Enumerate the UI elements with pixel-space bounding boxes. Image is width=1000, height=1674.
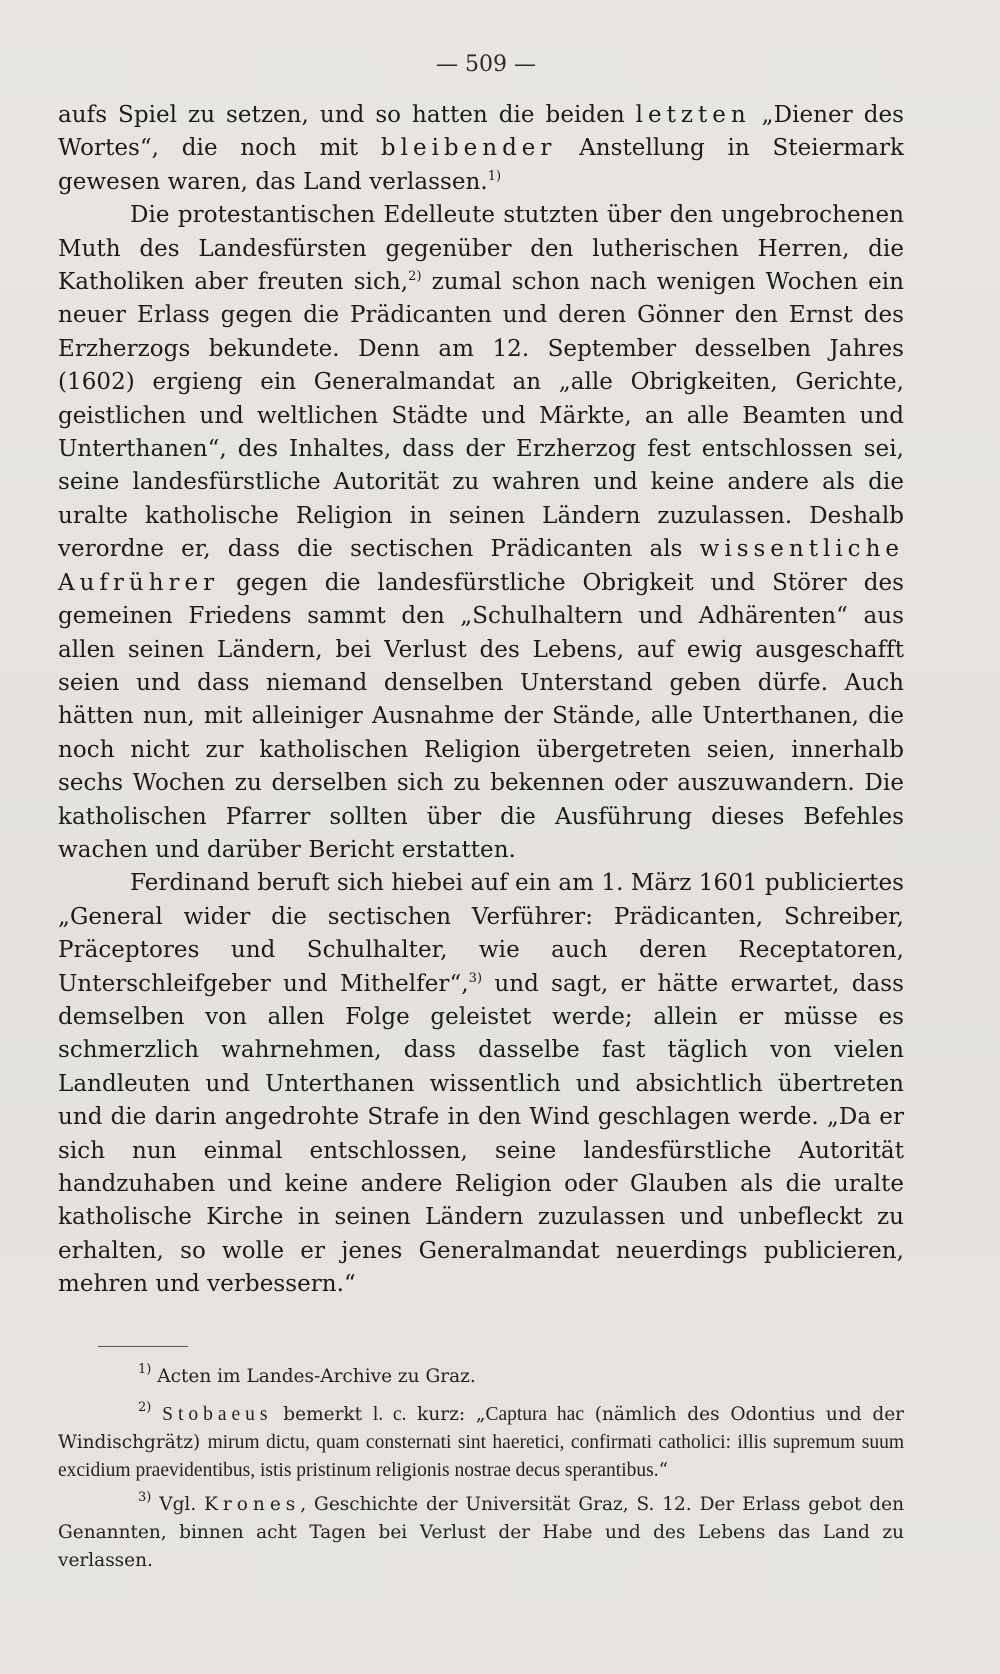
- body-paragraph: [58, 99, 904, 199]
- footnote-separator: [98, 1346, 188, 1347]
- body-paragraph: [58, 199, 904, 867]
- footnote-text: , Geschichte der Universität Graz, S. 12. Der Erlass gebot den Genannten, binnen acht Tagen bei Verlust der Habe und des Lebens das Land zu verlassen.: [58, 1493, 905, 1571]
- paragraph-text: Ferdinand beruft sich hiebei auf ein am 1. März 1601 publiciertes „General wider die sectischen Verführer: Prädicanten, Schreiber, Präceptores und Schulhalter, wie auch deren Receptatoren, Unterschleifgeber und Mithelfer“,: [58, 870, 904, 997]
- page-number: — 509 —: [436, 52, 536, 77]
- paragraph-footnote-marker: 1): [487, 168, 502, 184]
- footnotes: [58, 1363, 904, 1575]
- paragraph-emphasis: letzten: [635, 102, 751, 128]
- footnote-text: Captura hac: [485, 1403, 584, 1425]
- footnote-text: Vgl.: [151, 1493, 205, 1515]
- footnote-emphasis: Stobaeus: [162, 1403, 273, 1425]
- footnote: [58, 1401, 904, 1485]
- paragraph-footnote-marker: 2): [408, 269, 422, 285]
- paragraph-text: Die protestantischen Edelleute stutzten über den ungebrochenen Muth des Landesfürsten gegenüber den lutherischen Herren, die Katholiken aber freuten sich,: [58, 202, 904, 296]
- paragraph-text: und sagt, er hätte erwartet, dass demselben von allen Folge geleistet werde; allein er müsse es schmerzlich wahrnehmen, dass dasselbe fast täglich von vielen Landleuten und Unterthanen wissentlich und absichtlich übertreten und die darin angedrohte Strafe in den Wind geschlagen werde. „Da er sich nun einmal entschlossen, seine landesfürstliche Autorität handzuhaben und keine andere Religion oder Glauben als die uralte katholische Kirche in seinen Ländern zuzulassen und unbefleckt zu erhalten, so wolle er jenes Generalmandat neuerdings publicieren, mehren und verbessern.“: [58, 970, 904, 1298]
- footnote-text: [151, 1404, 162, 1425]
- paragraph-text: gegen die landesfürstliche Obrigkeit und Störer des gemeinen Friedens sammt den „Schulhaltern und Adhärenten“ aus allen seinen Ländern, bei Verlust des Lebens, auf ewig ausgeschafft seien und dass niemand denselben Unterstand geben dürfe. Auch hätten nun, mit alleiniger Ausnahme der Stände, alle Unterthanen, die noch nicht zur katholischen Religion übergetreten seien, innerhalb sechs Wochen zu derselben sich zu bekennen oder auszuwandern. Die katholischen Pfarrer sollten über die Ausführung dieses Befehles wachen und darüber Bericht erstatten.: [58, 569, 904, 863]
- footnote: [58, 1491, 904, 1575]
- footnote-emphasis: Krones: [204, 1493, 301, 1515]
- footnote: [58, 1363, 904, 1391]
- paragraph-emphasis: wissentliche Aufrührer: [58, 536, 904, 596]
- paragraph-text: „Diener des Wortes“, die noch mit: [58, 102, 904, 162]
- footnote-footnote-marker: 3): [138, 1489, 152, 1505]
- footnote-footnote-marker: 1): [138, 1361, 152, 1377]
- paragraph-emphasis: bleibender: [380, 135, 557, 162]
- footnote-footnote-marker: 2): [138, 1399, 152, 1415]
- footnote-text: Acten im Landes-Archive zu Graz.: [151, 1365, 476, 1387]
- footnote-text: (nämlich des Odontius und der Windischgrätz): [58, 1403, 904, 1453]
- paragraph-text: Anstellung in Steiermark gewesen waren, das Land verlassen.: [58, 135, 904, 195]
- paragraph-text: zumal schon nach wenigen Wochen ein neuer Erlass gegen die Prädicanten und deren Gönner den Ernst des Erzherzogs bekundete. Denn am 12. September desselben Jahres (1602) ergieng ein Generalmandat an „alle Obrigkeiten, Gerichte, geistlichen und weltlichen Städte und Märkte, an alle Beamten und Unterthanen“, des Inhaltes, dass der Erzherzog fest entschlossen sei, seine landesfürstliche Autorität zu wahren und keine andere als die uralte katholische Religion in seinen Ländern zuzulassen. Deshalb verordne er, dass die sectischen Prädicanten als: [58, 269, 904, 563]
- footnote-text: kurz: „: [406, 1403, 486, 1425]
- footnote-text: mirum dictu, quam consternati sint haeretici, confirmati catholici: illis supremum suum excidium praevidentibus, istis pristinum religionis nostrae decus sperantibus.: [58, 1431, 904, 1481]
- footnote-text: l. c.: [372, 1403, 407, 1425]
- body-paragraph: [58, 867, 904, 1301]
- footnote-text: bemerkt: [272, 1403, 373, 1425]
- paragraph-footnote-marker: 3): [468, 970, 483, 986]
- main-text: [58, 99, 904, 1302]
- footnote-text: “: [658, 1459, 669, 1481]
- paragraph-text: aufs Spiel zu setzen, und so hatten die beiden: [58, 102, 636, 128]
